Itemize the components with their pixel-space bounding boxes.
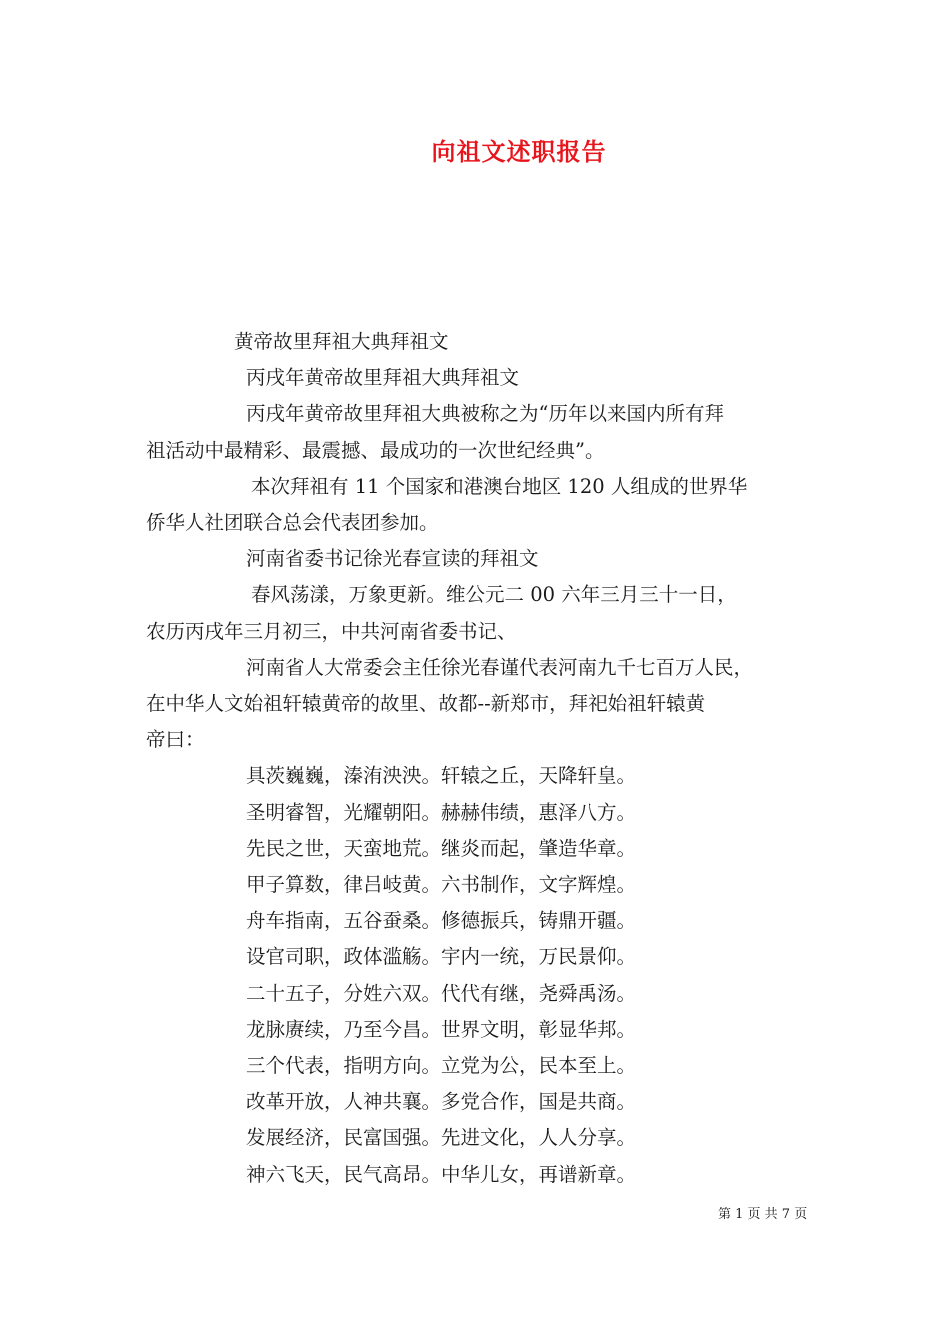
document-title: 向祖文述职报告 bbox=[431, 137, 607, 166]
document-body bbox=[146, 324, 826, 1193]
paragraph-line: 丙戌年黄帝故里拜祖大典被称之为“历年以来国内所有拜 bbox=[246, 402, 724, 426]
paragraph-line: 春风荡漾，万象更新。维公元二 00 六年三月三十一日， bbox=[251, 583, 737, 607]
verse-line: 舟车指南，五谷蚕桑。修德振兵，铸鼎开疆。 bbox=[246, 909, 637, 933]
verse-line: 二十五子，分姓六双。代代有继，尧舜禹汤。 bbox=[246, 981, 637, 1005]
verse-line: 改革开放，人神共襄。多党合作，国是共商。 bbox=[246, 1090, 637, 1114]
verse-line: 神六飞天，民气高昂。中华儿女，再谱新章。 bbox=[246, 1162, 637, 1186]
paragraph-line: 侨华人社团联合总会代表团参加。 bbox=[146, 511, 439, 535]
verse-line: 设官司职，政体滥觞。宇内一统，万民景仰。 bbox=[246, 945, 637, 969]
page-footer: 第 1 页 共 7 页 bbox=[718, 1207, 808, 1222]
paragraph-line: 农历丙戌年三月初三，中共河南省委书记、 bbox=[146, 619, 517, 643]
paragraph-line: 河南省人大常委会主任徐光春谨代表河南九千七百万人民， bbox=[246, 655, 754, 679]
paragraph-line: 帝曰： bbox=[146, 728, 205, 752]
paragraph-line: 祖活动中最精彩、最震撼、最成功的一次世纪经典”。 bbox=[146, 438, 605, 462]
paragraph-heading-1: 黄帝故里拜祖大典拜祖文 bbox=[234, 330, 449, 353]
paragraph-line: 本次拜祖有 11 个国家和港澳台地区 120 人组成的世界华 bbox=[251, 474, 748, 498]
paragraph-intro bbox=[146, 396, 826, 468]
verse-line: 圣明睿智，光耀朝阳。赫赫伟绩，惠泽八方。 bbox=[246, 800, 637, 824]
paragraph-line: 在中华人文始祖轩辕黄帝的故里、故都--新郑市，拜祀始祖轩辕黄 bbox=[146, 692, 706, 716]
verse-line: 三个代表，指明方向。立党为公，民本至上。 bbox=[246, 1054, 637, 1078]
paragraph-delegation bbox=[146, 469, 826, 541]
paragraph-heading-2: 丙戌年黄帝故里拜祖大典拜祖文 bbox=[246, 366, 520, 390]
verse-line: 龙脉赓续，乃至今昌。世界文明，彰显华邦。 bbox=[246, 1017, 637, 1041]
verse-line: 先民之世，天蛮地荒。继炎而起，肇造华章。 bbox=[246, 836, 637, 860]
paragraph-heading-3: 河南省委书记徐光春宣读的拜祖文 bbox=[246, 547, 539, 571]
verse-line: 发展经济，民富国强。先进文化，人人分享。 bbox=[246, 1126, 637, 1150]
paragraph-representative bbox=[146, 650, 826, 759]
verse-line: 甲子算数，律吕岐黄。六书制作，文字辉煌。 bbox=[246, 873, 637, 897]
verse-line: 具茨巍巍，溱洧泱泱。轩辕之丘，天降轩皇。 bbox=[246, 764, 637, 788]
paragraph-date bbox=[146, 577, 826, 649]
